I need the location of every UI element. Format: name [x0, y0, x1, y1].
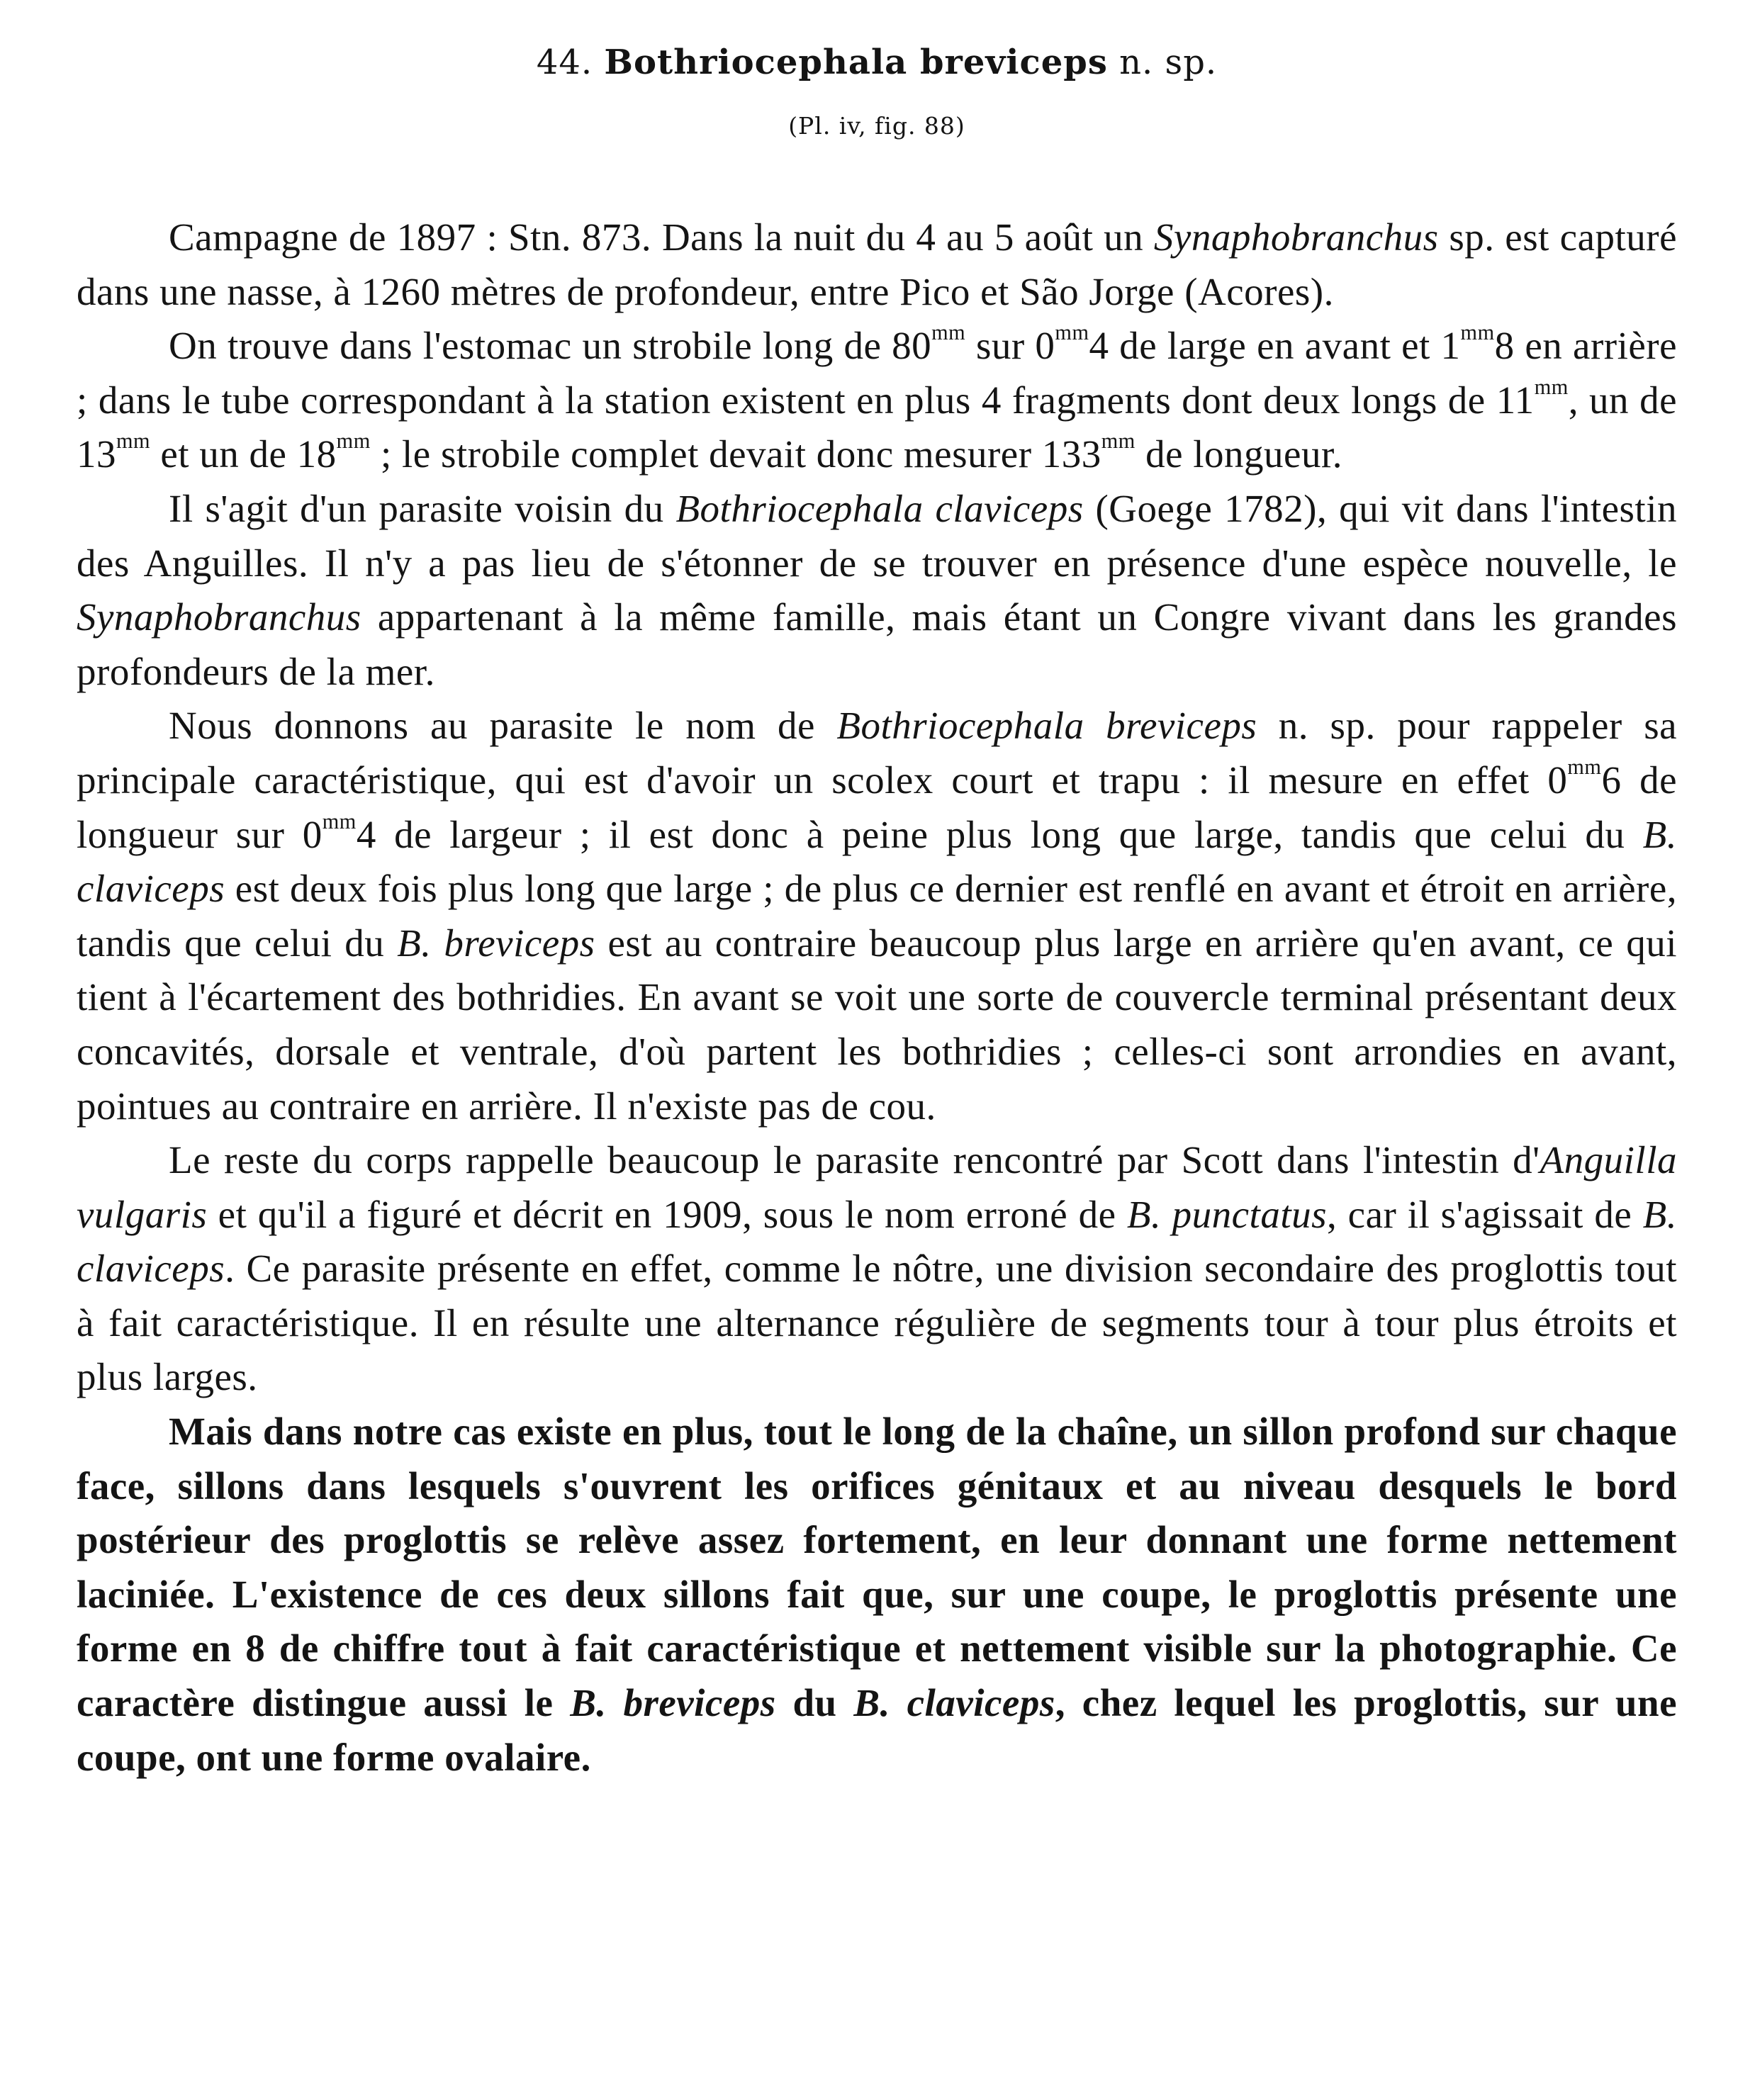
- text-run: Campagne de 1897 : Stn. 873. Dans la nuit du 4 au 5 août un: [169, 215, 1154, 259]
- paragraph: [77, 699, 1677, 1133]
- unit-superscript: mm: [1534, 374, 1569, 399]
- paragraph: [77, 210, 1677, 319]
- text-run: et un de 18: [150, 432, 337, 476]
- species-title: Bothriocephala breviceps: [604, 43, 1108, 82]
- paragraph: [77, 482, 1677, 699]
- species-name: Anguilla vulgaris: [77, 1138, 1677, 1236]
- unit-superscript: mm: [116, 429, 151, 454]
- species-name: B. breviceps: [570, 1681, 776, 1725]
- text-run: du: [775, 1681, 854, 1725]
- text-run: 4 de large en avant et 1: [1089, 324, 1461, 368]
- species-name: B. claviceps: [853, 1681, 1055, 1725]
- species-name: Synaphobranchus: [77, 595, 361, 639]
- species-name: Synaphobranchus: [1153, 215, 1439, 259]
- species-name: B. claviceps: [77, 812, 1677, 911]
- text-run: ; le strobile complet devait donc mesurer 133: [370, 432, 1101, 476]
- plate-reference: (Pl. iv, fig. 88): [788, 112, 965, 140]
- section-number: 44.: [536, 43, 593, 82]
- paragraph: [77, 1405, 1677, 1785]
- text-run: et qu'il a figuré et décrit en 1909, sous le nom erroné de: [207, 1192, 1127, 1236]
- text-run: n. sp. pour rappeler sa principale caractéristique, qui est d'avoir un scolex court et trapu : il mesure en effet 0: [77, 704, 1678, 802]
- text-run: . Ce parasite présente en effet, comme le nôtre, une division secondaire des proglottis tout à fait caractéristique. Il en résulte une alternance régulière de segments tour à tour plus étroits et plus larges.: [77, 1247, 1677, 1399]
- text-run: (Goege 1782), qui vit dans l'intestin des Anguilles. Il n'y a pas lieu de s'étonner de se trouver en présence d'une espèce nouvelle, le: [77, 486, 1677, 585]
- text-run: On trouve dans l'estomac un strobile long de 80: [169, 324, 932, 368]
- text-run: 8 en arrière ; dans le tube correspondant à la station existent en plus 4 fragments dont deux longs de 11: [77, 324, 1677, 422]
- paragraph: [77, 319, 1677, 482]
- body-text: [77, 210, 1677, 1785]
- text-run: Nous donnons au parasite le nom de: [169, 704, 837, 748]
- text-run: Il s'agit d'un parasite voisin du: [169, 486, 676, 530]
- paragraph: [77, 1133, 1677, 1405]
- text-run: de longueur.: [1135, 432, 1342, 476]
- species-name: Bothriocephala claviceps: [675, 486, 1084, 530]
- text-run: sur 0: [965, 324, 1055, 368]
- species-name: B. punctatus: [1126, 1192, 1328, 1236]
- text-run: , car il s'agissait de: [1327, 1192, 1643, 1236]
- unit-superscript: mm: [931, 320, 966, 344]
- text-run: est deux fois plus long que large ; de plus ce dernier est renflé en avant et étroit en arrière, tandis que celui du: [77, 867, 1677, 965]
- species-suffix: n. sp.: [1119, 43, 1218, 82]
- text-run: , chez lequel les proglottis, sur une coupe, ont une forme ovalaire.: [77, 1681, 1677, 1779]
- species-name: Bothriocephala breviceps: [836, 704, 1257, 748]
- text-run: Le reste du corps rappelle beaucoup le parasite rencontré par Scott dans l'intestin d': [169, 1138, 1540, 1182]
- section-heading: [77, 43, 1677, 82]
- unit-superscript: mm: [322, 809, 357, 833]
- text-run: sp. est capturé dans une nasse, à 1260 mètres de profondeur, entre Pico et São Jorge (Acores).: [77, 215, 1677, 313]
- text-run: est au contraire beaucoup plus large en arrière qu'en avant, ce qui tient à l'écartement des bothridies. En avant se voit une sorte de couvercle terminal présentant deux concavités, dorsale et ventrale, d'où partent les bothridies ; celles-ci sont arrondies en avant, pointues au contraire en arrière. Il n'existe pas de cou.: [77, 921, 1677, 1128]
- text-run: 4 de largeur ; il est donc à peine plus long que large, tandis que celui du: [356, 812, 1643, 856]
- unit-superscript: mm: [1055, 320, 1089, 344]
- text-run: Mais dans notre cas existe en plus, tout le long de la chaîne, un sillon profond sur chaque face, sillons dans lesquels s'ouvrent les orifices génitaux et au niveau desquels le bord postérieur des proglottis se relève assez fortement, en leur donnant une forme nettement laciniée. L'existence de ces deux sillons fait que, sur une coupe, le proglottis présente une forme en 8 de chiffre tout à fait caractéristique et nettement visible sur la photographie. Ce caractère distingue aussi le: [77, 1410, 1677, 1725]
- text-run: 6 de longueur sur 0: [77, 758, 1677, 856]
- text-run: appartenant à la même famille, mais étant un Congre vivant dans les grandes profondeurs de la mer.: [77, 595, 1677, 693]
- unit-superscript: mm: [1101, 429, 1136, 454]
- unit-superscript: mm: [1460, 320, 1495, 344]
- species-name: B. breviceps: [397, 921, 595, 965]
- unit-superscript: mm: [1567, 754, 1602, 779]
- unit-superscript: mm: [336, 429, 371, 454]
- species-name: B. claviceps: [77, 1192, 1677, 1291]
- text-run: , un de 13: [77, 378, 1677, 476]
